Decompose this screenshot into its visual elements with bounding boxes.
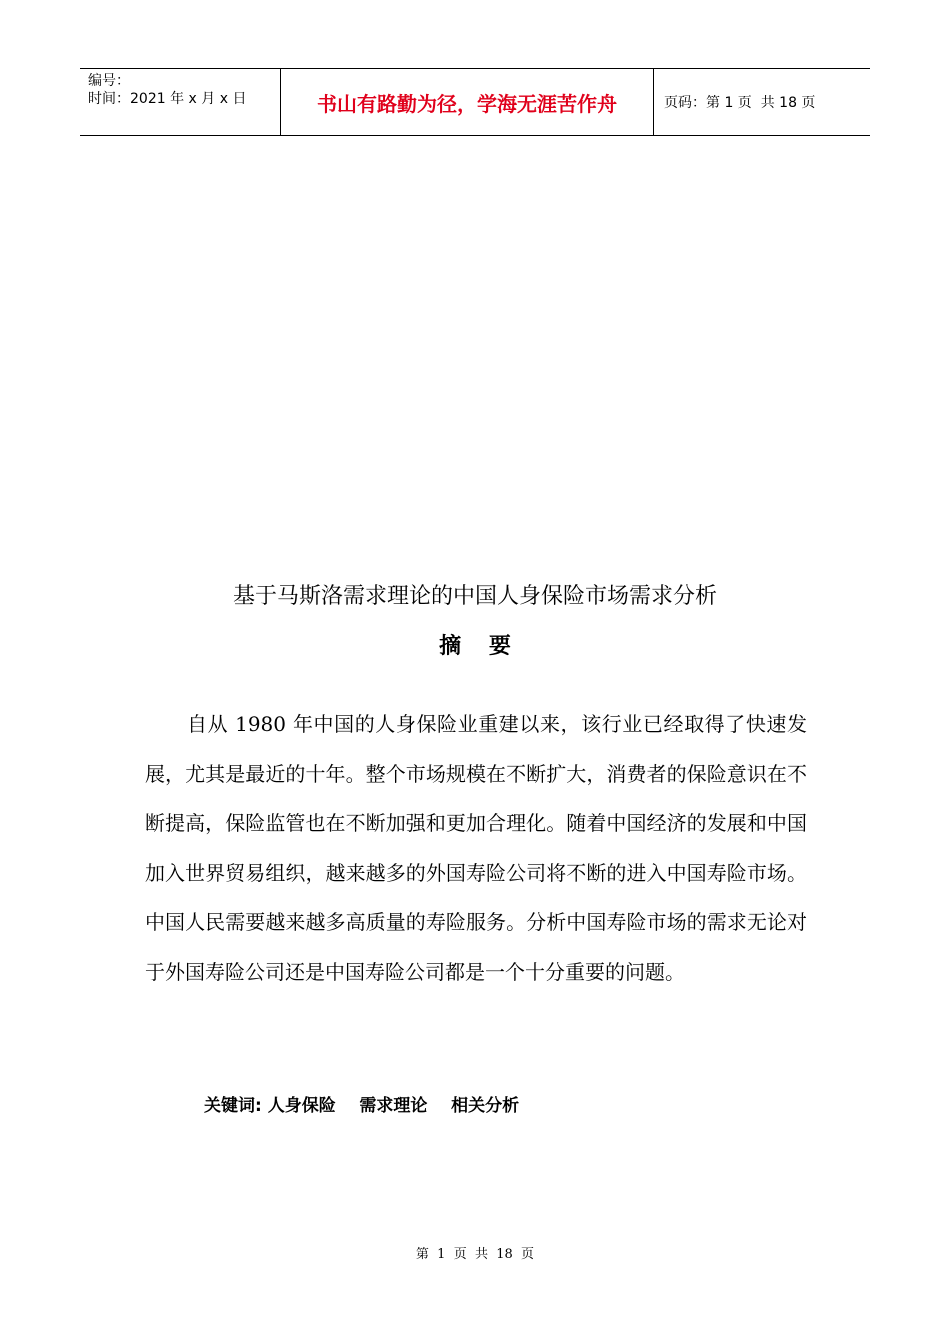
page-footer: 第 1 页 共 18 页	[415, 1247, 535, 1262]
document-title: 基于马斯洛需求理论的中国人身保险市场需求分析	[232, 584, 717, 609]
header-motto: 书山有路勤为径，学海无涯苦作舟	[281, 69, 654, 135]
serial-number-label: 编号：	[88, 73, 130, 89]
header-page-info: 页码：第 1 页 共 18 页	[664, 95, 816, 111]
header-meta-cell	[80, 69, 281, 135]
abstract-paragraph: 自从 1980 年中国的人身保险业重建以来，该行业已经取得了快速发展，尤其是最近的十年。整个市场规模在不断扩大，消费者的保险意识在不断提高，保险监管也在不断加强和更加合理化。随着中国经济的发展和中国加入世界贸易组织，越来越多的外国寿险公司将不断的进入中国寿险市场。中国人民需要越来越多高质量的寿险服务。分析中国寿险市场的需求无论对于外国寿险公司还是中国寿险公司都是一个十分重要的问题。	[145, 712, 807, 984]
date-label: 时间：2021 年 x 月 x 日	[88, 91, 247, 107]
document-header	[80, 68, 870, 136]
abstract-heading: 摘 要	[439, 634, 521, 659]
keywords-line: 关键词: 人身保险 需求理论 相关分析	[204, 1096, 520, 1116]
